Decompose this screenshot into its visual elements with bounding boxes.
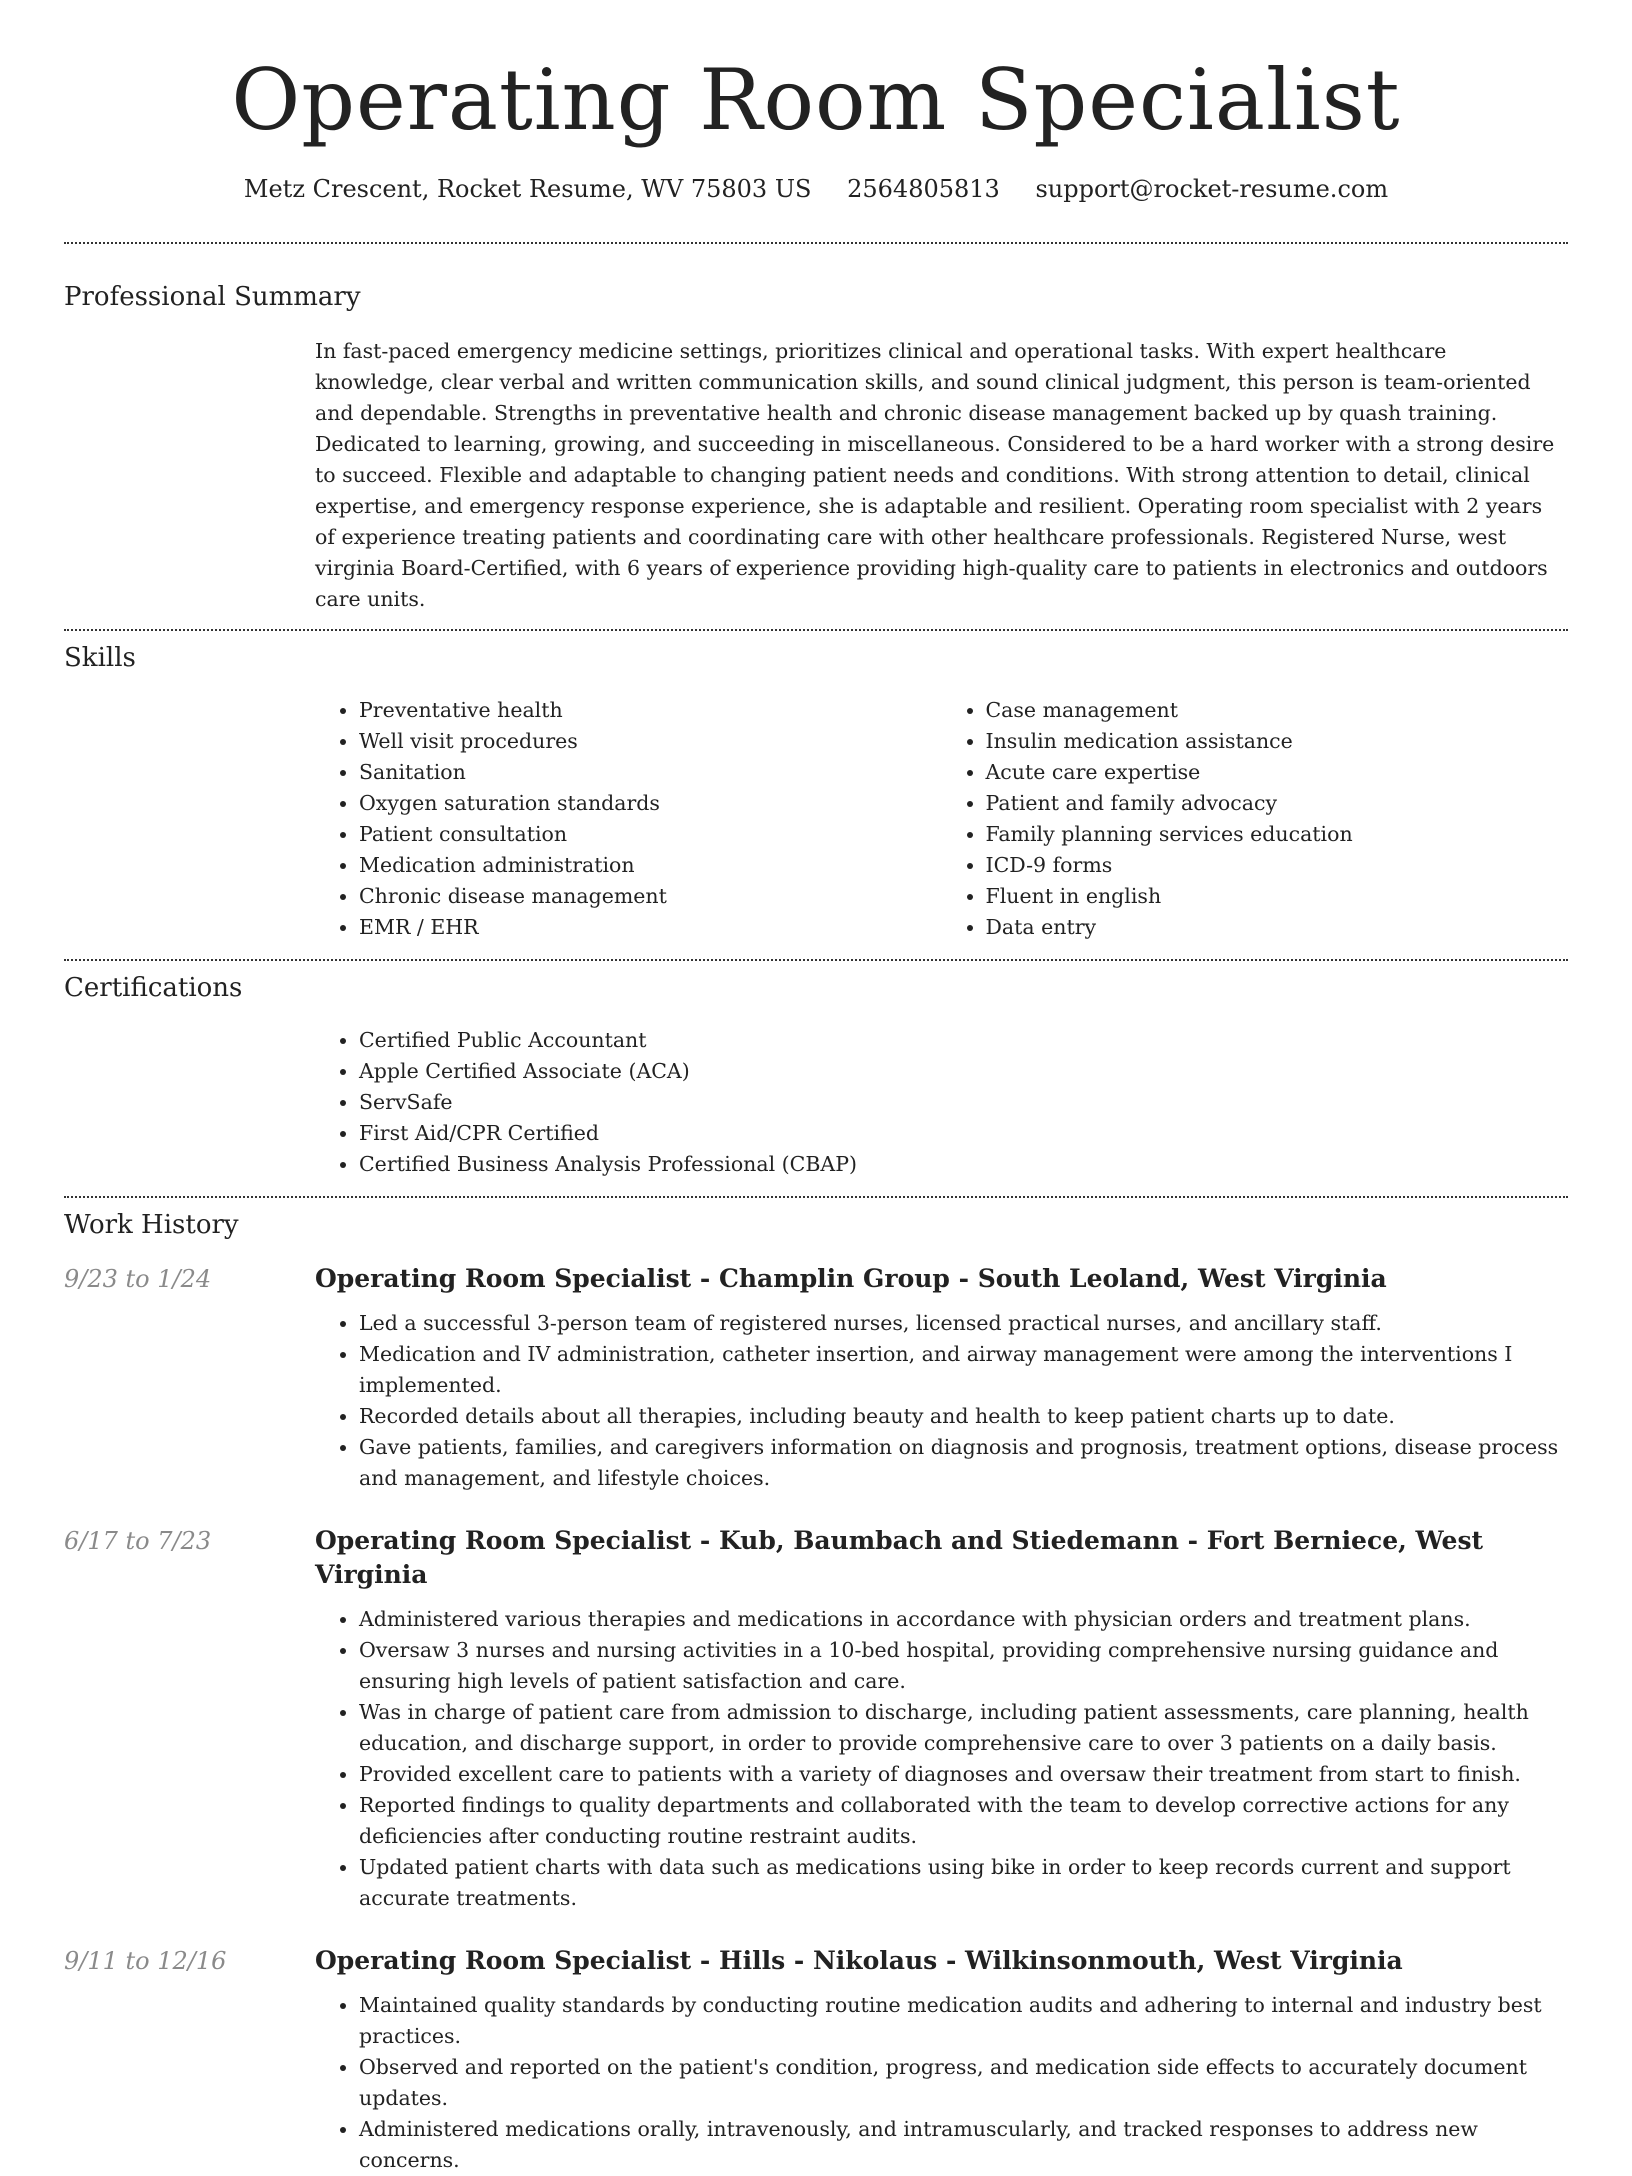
- work-history-title: Work History: [64, 1210, 239, 1240]
- skills-title: Skills: [64, 643, 136, 673]
- skill-item: • Chronic disease management: [359, 881, 942, 912]
- job-dates: 6/17 to 7/23: [64, 1527, 212, 1555]
- certification-item: • Apple Certified Associate (ACA): [359, 1056, 1568, 1087]
- skill-item: • Data entry: [986, 912, 1569, 943]
- certifications-title: Certifications: [64, 973, 243, 1003]
- skill-item: • EMR / EHR: [359, 912, 942, 943]
- job-entry: [64, 1262, 1568, 1494]
- certifications-list: [315, 1025, 1568, 1180]
- certification-item: • Certified Business Analysis Professional (CBAP): [359, 1149, 1568, 1180]
- job-bullet: • Administered various therapies and medications in accordance with physician orders and treatment plans.: [359, 1604, 1568, 1635]
- skill-item: • Patient consultation: [359, 819, 942, 850]
- certifications-section: [64, 961, 1568, 1180]
- skill-item: • Acute care expertise: [986, 757, 1569, 788]
- skill-item: • Insulin medication assistance: [986, 726, 1569, 757]
- skills-left-list: [315, 695, 942, 943]
- job-bullet: • Recorded details about all therapies, including beauty and health to keep patient charts up to date.: [359, 1401, 1568, 1432]
- job-bullet: • Maintained quality standards by conducting routine medication audits and adhering to internal and industry best practices.: [359, 1990, 1568, 2052]
- summary-text: In fast-paced emergency medicine settings, prioritizes clinical and operational tasks. With expert healthcare knowledge, clear verbal and written communication skills, and sound clinical judgment, this person is team-oriented and dependable. Strengths in preventative health and chronic disease management backed up by quash training. Dedicated to learning, growing, and succeeding in miscellaneous. Considered to be a hard worker with a strong desire to succeed. Flexible and adaptable to changing patient needs and conditions. With strong attention to detail, clinical expertise, and emergency response experience, she is adaptable and resilient. Operating room specialist with 2 years of experience treating patients and coordinating care with other healthcare professionals. Registered Nurse, west virginia Board-Certified, with 6 years of experience providing high-quality care to patients in electronics and outdoors care units.: [315, 339, 1555, 611]
- job-bullet: • Gave patients, families, and caregivers information on diagnosis and prognosis, treatment options, disease process and management, and lifestyle choices.: [359, 1432, 1568, 1494]
- skill-item: • Oxygen saturation standards: [359, 788, 942, 819]
- job-entry: [64, 1524, 1568, 1914]
- job-dates: 9/23 to 1/24: [64, 1265, 212, 1293]
- job-body: [315, 1524, 1568, 1914]
- job-dates: 9/11 to 12/16: [64, 1947, 227, 1975]
- summary-section: [64, 244, 1568, 615]
- job-body: [315, 1262, 1568, 1494]
- contact-phone: 2564805813: [847, 175, 1000, 203]
- job-bullets: [315, 1990, 1568, 2176]
- skill-item: • Patient and family advocacy: [986, 788, 1569, 819]
- skill-item: • ICD-9 forms: [986, 850, 1569, 881]
- job-title: Operating Room Specialist - Champlin Group - South Leoland, West Virginia: [315, 1264, 1387, 1293]
- summary-title: Professional Summary: [64, 282, 361, 312]
- contact-line: [64, 174, 1568, 204]
- job-bullet: • Reported findings to quality departments and collaborated with the team to develop corrective actions for any deficiencies after conducting routine restraint audits.: [359, 1790, 1568, 1852]
- job-title: Operating Room Specialist - Hills - Nikolaus - Wilkinsonmouth, West Virginia: [315, 1946, 1403, 1975]
- skill-item: • Medication administration: [359, 850, 942, 881]
- skill-item: • Case management: [986, 695, 1569, 726]
- job-bullet: • Observed and reported on the patient's condition, progress, and medication side effects to accurately document updates.: [359, 2052, 1568, 2114]
- job-bullet: • Provided excellent care to patients with a variety of diagnoses and oversaw their treatment from start to finish.: [359, 1759, 1568, 1790]
- certification-item: • ServSafe: [359, 1087, 1568, 1118]
- job-entry: [64, 1944, 1568, 2176]
- skill-item: • Preventative health: [359, 695, 942, 726]
- job-bullet: • Oversaw 3 nurses and nursing activities in a 10-bed hospital, providing comprehensive nursing guidance and ensuring high levels of patient satisfaction and care.: [359, 1635, 1568, 1697]
- job-bullets: [315, 1604, 1568, 1914]
- skill-item: • Fluent in english: [986, 881, 1569, 912]
- contact-address: Metz Crescent, Rocket Resume, WV 75803 US: [243, 175, 812, 203]
- job-bullets: [315, 1308, 1568, 1494]
- certification-item: • Certified Public Accountant: [359, 1025, 1568, 1056]
- certifications-body: [315, 1025, 1568, 1180]
- job-bullet: • Updated patient charts with data such as medications using bike in order to keep records current and support accurate treatments.: [359, 1852, 1568, 1914]
- contact-email: support@rocket-resume.com: [1035, 175, 1389, 203]
- candidate-name: Operating Room Specialist: [231, 51, 1401, 149]
- skill-item: • Family planning services education: [986, 819, 1569, 850]
- job-bullet: • Medication and IV administration, catheter insertion, and airway management were among the interventions I implemented.: [359, 1339, 1568, 1401]
- job-bullet: • Administered medications orally, intravenously, and intramuscularly, and tracked responses to address new concerns.: [359, 2114, 1568, 2176]
- job-bullet: • Led a successful 3-person team of registered nurses, licensed practical nurses, and ancillary staff.: [359, 1308, 1568, 1339]
- job-body: [315, 1944, 1568, 2176]
- summary-body: [315, 336, 1568, 615]
- job-bullet: • Was in charge of patient care from admission to discharge, including patient assessments, care planning, health education, and discharge support, in order to provide comprehensive care to over 3 patients on a daily basis.: [359, 1697, 1568, 1759]
- skill-item: • Sanitation: [359, 757, 942, 788]
- certification-item: • First Aid/CPR Certified: [359, 1118, 1568, 1149]
- job-title: Operating Room Specialist - Kub, Baumbach and Stiedemann - Fort Berniece, West Virginia: [315, 1526, 1484, 1589]
- skills-section: [64, 631, 1568, 943]
- skills-grid: [315, 695, 1568, 943]
- work-history-section: [64, 1198, 1568, 2176]
- skills-right-list: [942, 695, 1569, 943]
- skill-item: • Well visit procedures: [359, 726, 942, 757]
